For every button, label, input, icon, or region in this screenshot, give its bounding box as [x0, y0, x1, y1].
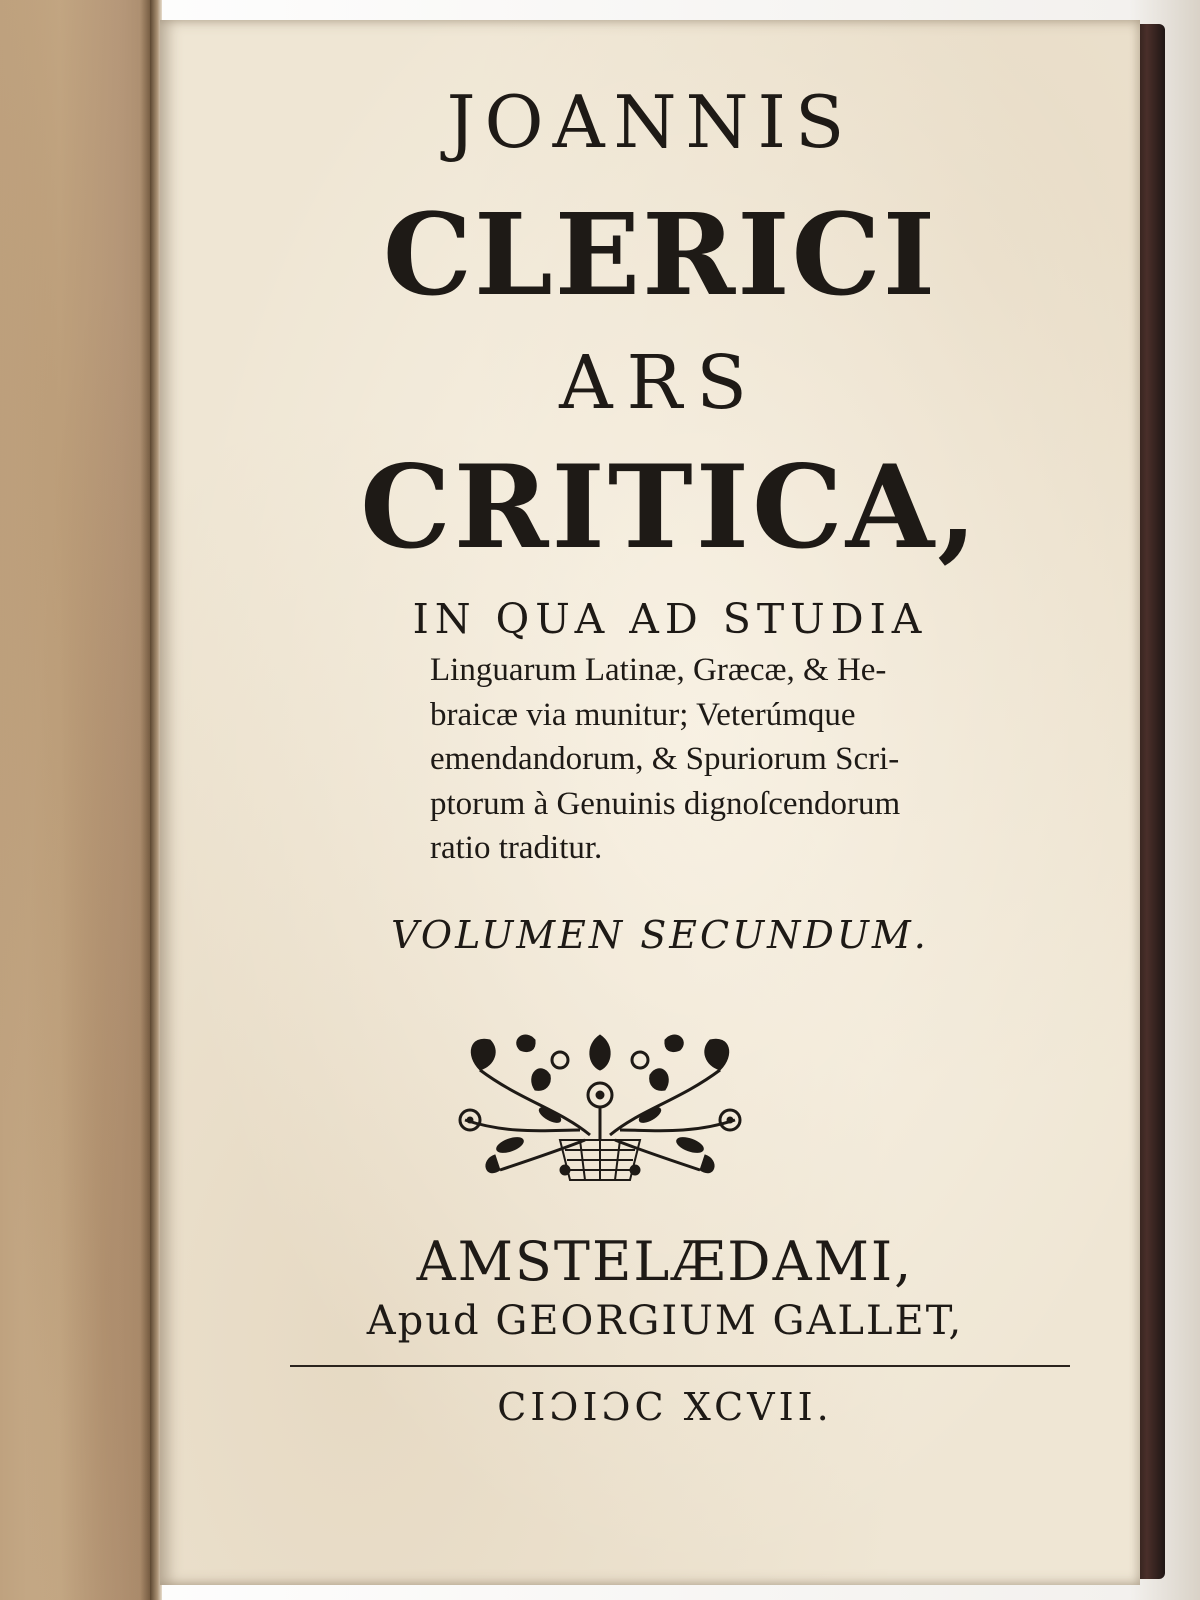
subtitle-body — [430, 648, 1110, 871]
subtitle-line: ptorum à Genuinis dignoſcendorum — [430, 785, 901, 822]
subtitle-heading: IN QUA AD STUDIA — [412, 595, 928, 643]
title-page — [160, 20, 1140, 1585]
author-last-name: CLERICI — [382, 190, 938, 321]
imprint-year: CIƆIƆC XCVII. — [497, 1385, 833, 1429]
title-word-ars: ARS — [559, 340, 761, 426]
flower-basket-ornament-icon — [440, 1020, 760, 1190]
subtitle-line: Linguarum Latinæ, Græcæ, & He- — [430, 652, 887, 688]
subtitle-line: ratio traditur. — [430, 830, 603, 866]
subtitle-line: emendandorum, & Spuriorum Scri- — [430, 741, 900, 777]
imprint-rule — [290, 1365, 1070, 1367]
author-first-name: JOANNIS — [446, 80, 854, 164]
title-word-critica: CRITICA, — [360, 440, 980, 574]
imprint-publisher: Apud GEORGIUM GALLET, — [366, 1298, 964, 1344]
volume-label: VOLUMEN SECUNDUM. — [391, 913, 929, 957]
facing-endpaper — [0, 0, 150, 1600]
subtitle-line: braicæ via munitur; Veterúmque — [430, 696, 856, 733]
imprint-city: AMSTELÆDAMI, — [416, 1230, 914, 1293]
